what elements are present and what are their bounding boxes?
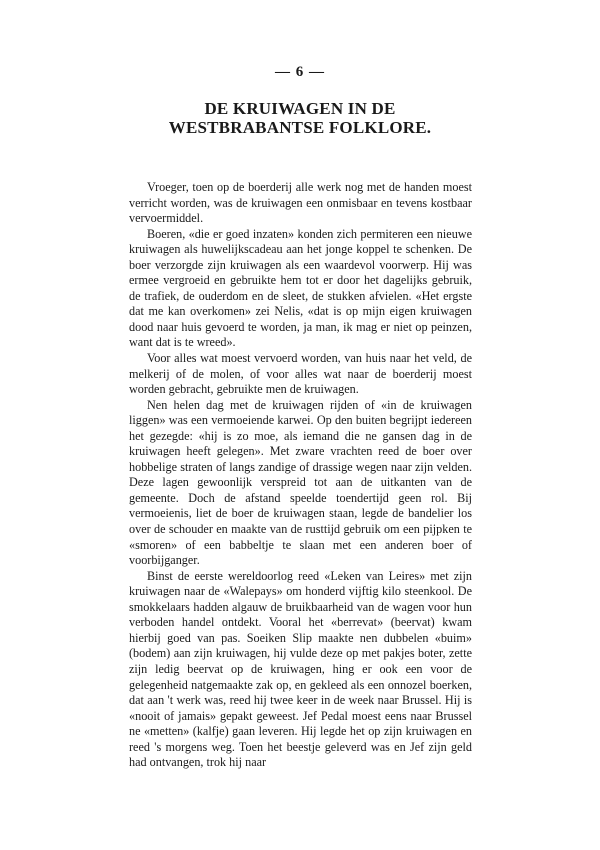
paragraph: Voor alles wat moest vervoerd worden, van huis naar het veld, de melkerij of de molen, of voor alles wat naar de boerderij moest worden gebracht, gebruikte men de kruiwagen. bbox=[129, 351, 472, 397]
paragraph: Binst de eerste wereldoorlog reed «Leken van Leires» met zijn kruiwagen naar de «Walepays» om honderd vijftig kilo steenkool. De smokkelaars hadden algauw de bruikbaarheid van de wagen voor hun verboden handel ontdekt. Vooral het «berrevat» (beervat) kwam hierbij goed van pas. Soeiken Slip maakte nen dubbelen «buim» (bodem) aan zijn kruiwagen, hij vulde deze op met pakjes boter, zette zijn ledig beervat op de kruiwagen, hing er ook een voor de gelegenheid natgemaakte zak op, en gekleed als een onnozel boerken, dat aan 't werk was, reed hij twee keer in de week naar Brussel. Hij is «nooit of jamais» gepakt geweest. Jef Pedal moest eens naar Brussel ne «metten» (kalfje) gaan leveren. Hij legde het op zijn kruiwagen en reed 's morgens weg. Toen het beestje geleverd was en Jef zijn geld had ontvangen, trok hij naar bbox=[129, 568, 472, 770]
page-number: — 6 — bbox=[275, 64, 325, 80]
body-text bbox=[129, 180, 472, 771]
paragraph: Vroeger, toen op de boerderij alle werk nog met de handen moest verricht worden, was de kruiwagen een onmisbaar en tevens kostbaar vervoermiddel. bbox=[129, 180, 472, 226]
title-line-2: WESTBRABANTSE FOLKLORE. bbox=[168, 118, 432, 137]
paragraph: Boeren, «die er goed inzaten» konden zich permiteren een nieuwe kruiwagen als huwelijkscadeau aan het jonge koppel te schenken. De boer verzorgde zijn kruiwagen als een waardevol voorwerp. Hij was ermee vergroeid en gebruikte hem tot er door het dagelijks gebruik, de trafiek, de ouderdom en de sleet, de stukken afvielen. «Het ergste dat me kan overkomen» zei Nelis, «dat is op mijn eigen kruiwagen dood naar huis gevoerd te worden, ja man, ik mag er niet op peinzen, want dat is te wreed». bbox=[129, 226, 472, 350]
page-title bbox=[150, 99, 450, 137]
paragraph: Nen helen dag met de kruiwagen rijden of «in de kruiwagen liggen» was een vermoeiende karwei. Op den buiten begrijpt iedereen het gezegde: «hij is zo moe, als iemand die ne gansen dag in de kruiwagen heeft gelegen». Met zware vrachten reed de boer over hobbelige straten of langs zandige of drassige wegen naar zijn velden. Deze lagen gewoonlijk verspreid tot aan de uitkanten van de gemeente. Doch de afstand speelde toendertijd geen rol. Bij vermoeienis, liet de boer de kruiwagen staan, legde de bandelier los over de schouder en maakte van de rusttijd gebruik om een pijpken te «smoren» of een babbeltje te slaan met een anderen boer of voorbijganger. bbox=[129, 397, 472, 568]
title-line-1: DE KRUIWAGEN IN DE bbox=[204, 99, 396, 118]
